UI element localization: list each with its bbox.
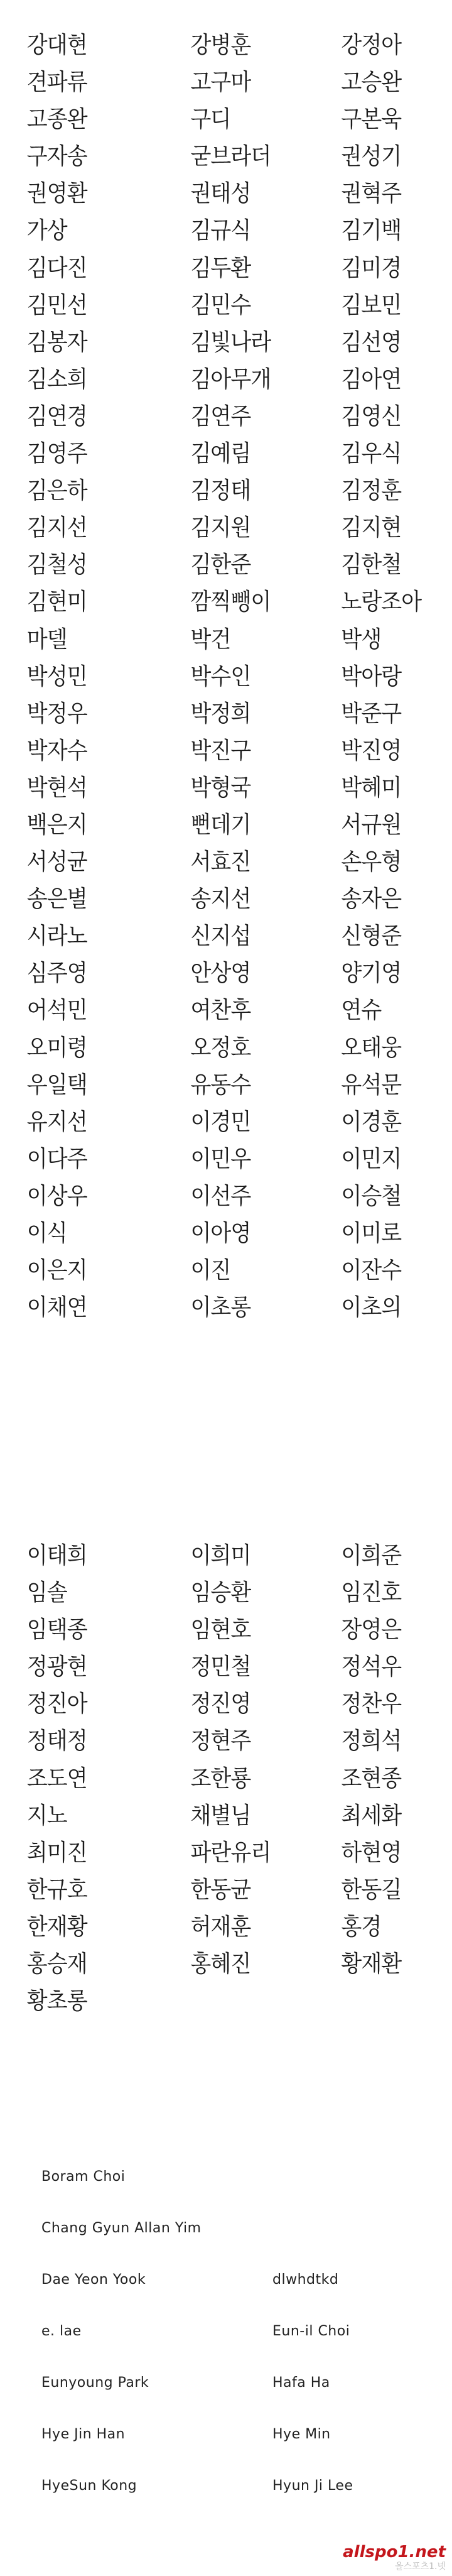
credit-name: 박진구 — [190, 736, 251, 764]
credit-name: 한규호 — [26, 1875, 87, 1903]
credit-name: 고승완 — [341, 68, 402, 96]
credit-name: 연슈 — [341, 996, 382, 1024]
credit-name: 이미로 — [341, 1220, 402, 1247]
credit-name: 이식 — [26, 1220, 67, 1247]
credit-name: 김지현 — [341, 514, 402, 542]
credit-name: 구본욱 — [341, 106, 402, 133]
credit-name: 깜찍뺑이 — [190, 588, 271, 616]
credit-name: 박혜미 — [341, 773, 402, 801]
credit-name: 김보민 — [341, 291, 402, 319]
credit-name: 구디 — [190, 106, 231, 133]
credit-name: 최미진 — [26, 1838, 87, 1866]
credit-name: 박정희 — [190, 699, 251, 727]
credit-name: 임솔 — [26, 1579, 67, 1607]
credit-name: 김선영 — [341, 328, 402, 356]
credit-name: 정찬우 — [341, 1690, 402, 1718]
credit-name: 고종완 — [26, 106, 87, 133]
credit-name: 양기영 — [341, 959, 402, 987]
credit-name: 김지원 — [190, 514, 251, 542]
credit-name: 박성민 — [26, 662, 87, 690]
credit-name: 박현석 — [26, 773, 87, 801]
credit-name: 이아영 — [190, 1220, 251, 1247]
credit-name: 황초롱 — [26, 1987, 87, 2015]
credit-name: 홍경 — [341, 1913, 382, 1940]
credit-name: 이채연 — [26, 1294, 87, 1321]
credit-name: 한동길 — [341, 1875, 402, 1903]
credit-name: Eunyoung Park — [41, 2375, 149, 2391]
credit-name: 김규식 — [190, 217, 251, 244]
credit-name: 정진아 — [26, 1690, 87, 1718]
credit-name: 김봉자 — [26, 328, 87, 356]
credit-name: 오태웅 — [341, 1034, 402, 1061]
credit-name: 이초롱 — [190, 1294, 251, 1321]
credit-name: 정진영 — [190, 1690, 251, 1718]
credit-name: 박진영 — [341, 736, 402, 764]
credit-name: 김기백 — [341, 217, 402, 244]
credit-name: 손우형 — [341, 848, 402, 876]
credit-name: 강병훈 — [190, 31, 251, 58]
credit-row — [0, 2460, 452, 2512]
credit-name — [251, 2203, 452, 2254]
credit-name: 심주영 — [26, 959, 87, 987]
credit-name: 김민선 — [26, 291, 87, 319]
credit-name: 유석문 — [341, 1071, 402, 1098]
credit-name: 박정우 — [26, 699, 87, 727]
credit-name: 서규원 — [341, 810, 402, 838]
credit-name — [251, 2151, 452, 2203]
credit-name: 이태희 — [26, 1542, 87, 1569]
credit-name: 조현종 — [341, 1764, 402, 1792]
credit-name: 김소희 — [26, 365, 87, 393]
credit-name: 한재황 — [26, 1913, 87, 1940]
credit-name: 고구마 — [190, 68, 251, 96]
credit-name: 안상영 — [190, 959, 251, 987]
site-watermark — [343, 2543, 446, 2572]
credit-name: 김연주 — [190, 402, 251, 430]
credit-name: 이희미 — [190, 1542, 251, 1569]
credit-name: 이상우 — [26, 1182, 87, 1209]
credit-name: 정석우 — [341, 1653, 402, 1681]
credit-name: 김아연 — [341, 365, 402, 393]
credit-name: 이초의 — [341, 1294, 402, 1321]
credit-name: 이민우 — [190, 1145, 251, 1172]
credit-name: 하현영 — [341, 1838, 402, 1866]
credit-name: 권태성 — [190, 180, 251, 207]
credit-name: 여찬후 — [190, 996, 251, 1024]
credit-name: 뻔데기 — [190, 810, 251, 838]
credit-name: 우일택 — [26, 1071, 87, 1098]
credit-name: 이경민 — [190, 1108, 251, 1135]
credit-name: 김지선 — [26, 514, 87, 542]
credit-name: 정현주 — [190, 1727, 251, 1755]
credit-row — [0, 2306, 452, 2357]
credit-name: dlwhdtkd — [272, 2272, 339, 2288]
credit-name: 견파류 — [26, 68, 87, 96]
credit-name: 임택종 — [26, 1616, 87, 1644]
credit-name: Eun-il Choi — [272, 2323, 350, 2339]
credit-name: 강정아 — [341, 31, 402, 58]
credit-name: 마델 — [26, 625, 67, 653]
credit-name: 한동균 — [190, 1875, 251, 1903]
credit-name: 김빛나라 — [190, 328, 271, 356]
credits-roman-names — [0, 2151, 452, 2512]
credit-name: 김정태 — [190, 477, 251, 505]
credit-name: 오미령 — [26, 1034, 87, 1061]
credit-name: 홍혜진 — [190, 1950, 251, 1978]
credit-name: 장영은 — [341, 1616, 402, 1644]
credits-name-grid-2 — [0, 1537, 452, 2019]
credit-name: 임진호 — [341, 1579, 402, 1607]
credit-name: 지노 — [26, 1801, 67, 1829]
credit-name: 박준구 — [341, 699, 402, 727]
credit-name: 김은하 — [26, 477, 87, 505]
credit-name: 김다진 — [26, 254, 87, 281]
credit-name: HyeSun Kong — [41, 2478, 137, 2494]
credit-name: 권영환 — [26, 180, 87, 207]
credit-name: 김정훈 — [341, 477, 402, 505]
credit-name: 시라노 — [26, 922, 87, 950]
credit-name: Chang Gyun Allan Yim — [41, 2220, 202, 2236]
credit-name: 박자수 — [26, 736, 87, 764]
credit-name: 오정호 — [190, 1034, 251, 1061]
credit-name: 정민철 — [190, 1653, 251, 1681]
credit-name: 박건 — [190, 625, 231, 653]
credit-name: 송은별 — [26, 885, 87, 913]
credit-name — [313, 1982, 446, 2019]
credit-name: e. lae — [41, 2323, 82, 2339]
credit-name: 파란유리 — [190, 1838, 271, 1866]
watermark-caption: 올스포츠1.넷 — [395, 2562, 446, 2572]
credit-name: 김영주 — [26, 440, 87, 467]
credits-name-grid-1 — [0, 26, 452, 1326]
credit-name: 정태정 — [26, 1727, 87, 1755]
credit-name: 권성기 — [341, 143, 402, 170]
credit-name: 박아랑 — [341, 662, 402, 690]
credit-name: 노랑조아 — [341, 588, 422, 616]
credit-name: 구자송 — [26, 143, 87, 170]
credit-name: 최세화 — [341, 1801, 402, 1829]
credit-name: 채별님 — [190, 1801, 251, 1829]
credit-name: 이희준 — [341, 1542, 402, 1569]
credit-row — [0, 2254, 452, 2306]
credit-name: 이잔수 — [341, 1257, 402, 1284]
credit-row — [0, 2409, 452, 2460]
credit-name: 박생 — [341, 625, 382, 653]
credit-name: 강대현 — [26, 31, 87, 58]
credit-name: 박수인 — [190, 662, 251, 690]
credit-name: 김민수 — [190, 291, 251, 319]
credit-name: 권혁주 — [341, 180, 402, 207]
credit-name: 유지선 — [26, 1108, 87, 1135]
credit-name: 유동수 — [190, 1071, 251, 1098]
credit-name: 김연경 — [26, 402, 87, 430]
credit-row — [0, 2357, 452, 2409]
credit-name: 허재훈 — [190, 1913, 251, 1940]
credit-name: 김현미 — [26, 588, 87, 616]
credit-name: 이선주 — [190, 1182, 251, 1209]
credit-row — [0, 2203, 452, 2254]
credit-name: 정희석 — [341, 1727, 402, 1755]
credit-name: 홍승재 — [26, 1950, 87, 1978]
credit-name: 이경훈 — [341, 1108, 402, 1135]
credit-name: 송지선 — [190, 885, 251, 913]
credit-name: 정광현 — [26, 1653, 87, 1681]
credit-name: 송자은 — [341, 885, 402, 913]
credit-name: 굳브라더 — [190, 143, 271, 170]
credit-name: 이은지 — [26, 1257, 87, 1284]
credit-name: 김미경 — [341, 254, 402, 281]
credit-name: 김우식 — [341, 440, 402, 467]
credit-name: 백은지 — [26, 810, 87, 838]
credit-name: 김두환 — [190, 254, 251, 281]
credit-name: Dae Yeon Yook — [41, 2272, 146, 2288]
credit-name: 신형준 — [341, 922, 402, 950]
credit-name: 김한철 — [341, 551, 402, 579]
credit-name: 임현호 — [190, 1616, 251, 1644]
credit-name: 김한준 — [190, 551, 251, 579]
credit-name: 가상 — [26, 217, 67, 244]
credit-name: Boram Choi — [41, 2169, 126, 2185]
credit-name: Hye Jin Han — [41, 2426, 126, 2442]
credit-name: 서성균 — [26, 848, 87, 876]
credit-name: 어석민 — [26, 996, 87, 1024]
credit-name: 신지섭 — [190, 922, 251, 950]
credit-name: Hafa Ha — [272, 2375, 330, 2391]
credit-name: 김철성 — [26, 551, 87, 579]
credit-name: 조한룡 — [190, 1764, 251, 1792]
credit-name: 서효진 — [190, 848, 251, 876]
credit-name: 이민지 — [341, 1145, 402, 1172]
credit-name: 조도연 — [26, 1764, 87, 1792]
credit-name: 박형국 — [190, 773, 251, 801]
credit-name: 김아무개 — [190, 365, 271, 393]
credit-name: 이다주 — [26, 1145, 87, 1172]
credit-name: 이진 — [190, 1257, 231, 1284]
credit-name: Hyun Ji Lee — [272, 2478, 353, 2494]
credit-name: 황재환 — [341, 1950, 402, 1978]
credit-name: 김영신 — [341, 402, 402, 430]
credit-name: 임승환 — [190, 1579, 251, 1607]
credit-row — [0, 2151, 452, 2203]
credit-name: 김예림 — [190, 440, 251, 467]
credit-name — [158, 1982, 301, 2019]
credit-name: Hye Min — [272, 2426, 331, 2442]
credit-name: 이승철 — [341, 1182, 402, 1209]
watermark-site: allspo1.net — [343, 2543, 446, 2562]
